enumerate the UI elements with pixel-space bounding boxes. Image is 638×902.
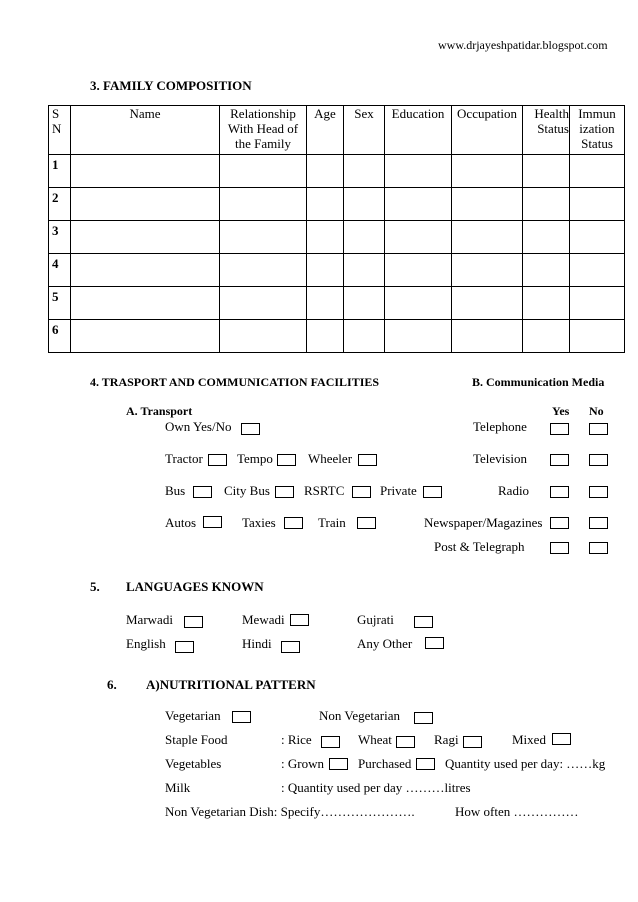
purchased-checkbox[interactable] [416, 758, 435, 770]
private-checkbox[interactable] [423, 486, 442, 498]
taxies-label: Taxies [242, 515, 276, 530]
col-name: Name [71, 106, 220, 155]
any-other-checkbox[interactable] [425, 637, 444, 649]
comm-media-title: B. Communication Media [472, 375, 605, 389]
post-no-checkbox[interactable] [589, 542, 608, 554]
row-number: 2 [49, 188, 71, 221]
header-url: www.drjayeshpatidar.blogspot.com [438, 38, 608, 52]
television-yes-checkbox[interactable] [550, 454, 569, 466]
hindi-checkbox[interactable] [281, 641, 300, 653]
train-checkbox[interactable] [357, 517, 376, 529]
radio-yes-checkbox[interactable] [550, 486, 569, 498]
own-label: Own Yes/No [165, 419, 232, 434]
newspaper-no-checkbox[interactable] [589, 517, 608, 529]
milk-label: Milk [165, 780, 191, 795]
table-row [49, 287, 625, 320]
section3-title: 3. FAMILY COMPOSITION [90, 78, 252, 93]
rsrtc-label: RSRTC [304, 483, 345, 498]
table-header-row [49, 106, 625, 155]
television-label: Television [473, 451, 527, 466]
col-education: Education [385, 106, 452, 155]
mixed-label: Mixed [512, 732, 546, 747]
family-composition-table [48, 105, 625, 353]
newspaper-yes-checkbox[interactable] [550, 517, 569, 529]
staple-food-label: Staple Food [165, 732, 228, 747]
city-bus-label: City Bus [224, 483, 270, 498]
mewadi-label: Mewadi [242, 612, 285, 627]
autos-label: Autos [165, 515, 197, 530]
wheeler-checkbox[interactable] [358, 454, 377, 466]
mixed-checkbox[interactable] [552, 733, 571, 745]
vegetables-quantity: Quantity used per day: ……kg [445, 756, 606, 771]
row-number: 4 [49, 254, 71, 287]
tempo-label: Tempo [237, 451, 273, 466]
table-row [49, 320, 625, 353]
vegetables-label: Vegetables [165, 756, 222, 771]
gujrati-checkbox[interactable] [414, 616, 433, 628]
transport-title: A. Transport [126, 404, 193, 418]
row-number: 6 [49, 320, 71, 353]
col-sex: Sex [344, 106, 385, 155]
taxies-checkbox[interactable] [284, 517, 303, 529]
row-number: 1 [49, 155, 71, 188]
col-health: Health Status [523, 106, 570, 155]
non-vegetarian-label: Non Vegetarian [319, 708, 400, 723]
table-row [49, 221, 625, 254]
no-header: No [589, 404, 604, 418]
autos-checkbox[interactable] [203, 516, 222, 528]
tractor-label: Tractor [165, 451, 203, 466]
tractor-checkbox[interactable] [208, 454, 227, 466]
vegetarian-checkbox[interactable] [232, 711, 251, 723]
bus-label: Bus [165, 483, 186, 498]
hindi-label: Hindi [242, 636, 272, 651]
private-label: Private [380, 483, 417, 498]
table-row [49, 155, 625, 188]
row-number: 3 [49, 221, 71, 254]
wheat-checkbox[interactable] [396, 736, 415, 748]
telephone-yes-checkbox[interactable] [550, 423, 569, 435]
rice-label: : Rice [281, 732, 312, 747]
tempo-checkbox[interactable] [277, 454, 296, 466]
own-checkbox[interactable] [241, 423, 260, 435]
non-vegetarian-checkbox[interactable] [414, 712, 433, 724]
rice-checkbox[interactable] [321, 736, 340, 748]
marwadi-label: Marwadi [126, 612, 173, 627]
ragi-label: Ragi [434, 732, 459, 747]
wheeler-label: Wheeler [308, 451, 353, 466]
wheat-label: Wheat [358, 732, 392, 747]
post-yes-checkbox[interactable] [550, 542, 569, 554]
bus-checkbox[interactable] [193, 486, 212, 498]
section5-number: 5. [90, 579, 100, 594]
row-number: 5 [49, 287, 71, 320]
col-sn: S N [49, 106, 71, 155]
grown-label: : Grown [281, 756, 324, 771]
any-other-label: Any Other [357, 636, 413, 651]
section5-title: LANGUAGES KNOWN [126, 579, 264, 594]
telephone-no-checkbox[interactable] [589, 423, 608, 435]
how-often: How often …………… [455, 804, 579, 819]
radio-no-checkbox[interactable] [589, 486, 608, 498]
rsrtc-checkbox[interactable] [352, 486, 371, 498]
section6-number: 6. [107, 677, 117, 692]
col-relationship: Relationship With Head of the Family [220, 106, 307, 155]
gujrati-label: Gujrati [357, 612, 394, 627]
english-label: English [126, 636, 166, 651]
purchased-label: Purchased [358, 756, 412, 771]
col-immunization: Immun ization Status [570, 106, 625, 155]
col-occupation: Occupation [452, 106, 523, 155]
television-no-checkbox[interactable] [589, 454, 608, 466]
section6-title: A)NUTRITIONAL PATTERN [146, 677, 316, 692]
table-row [49, 254, 625, 287]
milk-quantity: : Quantity used per day ………litres [281, 780, 471, 795]
grown-checkbox[interactable] [329, 758, 348, 770]
city-bus-checkbox[interactable] [275, 486, 294, 498]
mewadi-checkbox[interactable] [290, 614, 309, 626]
ragi-checkbox[interactable] [463, 736, 482, 748]
section4-title: 4. TRASPORT AND COMMUNICATION FACILITIES [90, 375, 380, 389]
marwadi-checkbox[interactable] [184, 616, 203, 628]
telephone-label: Telephone [473, 419, 527, 434]
newspaper-label: Newspaper/Magazines [424, 515, 543, 530]
table-row [49, 188, 625, 221]
col-age: Age [307, 106, 344, 155]
yes-header: Yes [552, 404, 570, 418]
post-label: Post & Telegraph [434, 539, 525, 554]
vegetarian-label: Vegetarian [165, 708, 221, 723]
nonveg-dish-specify: Non Vegetarian Dish: Specify…………………. [165, 804, 415, 819]
train-label: Train [318, 515, 346, 530]
radio-label: Radio [498, 483, 530, 498]
english-checkbox[interactable] [175, 641, 194, 653]
